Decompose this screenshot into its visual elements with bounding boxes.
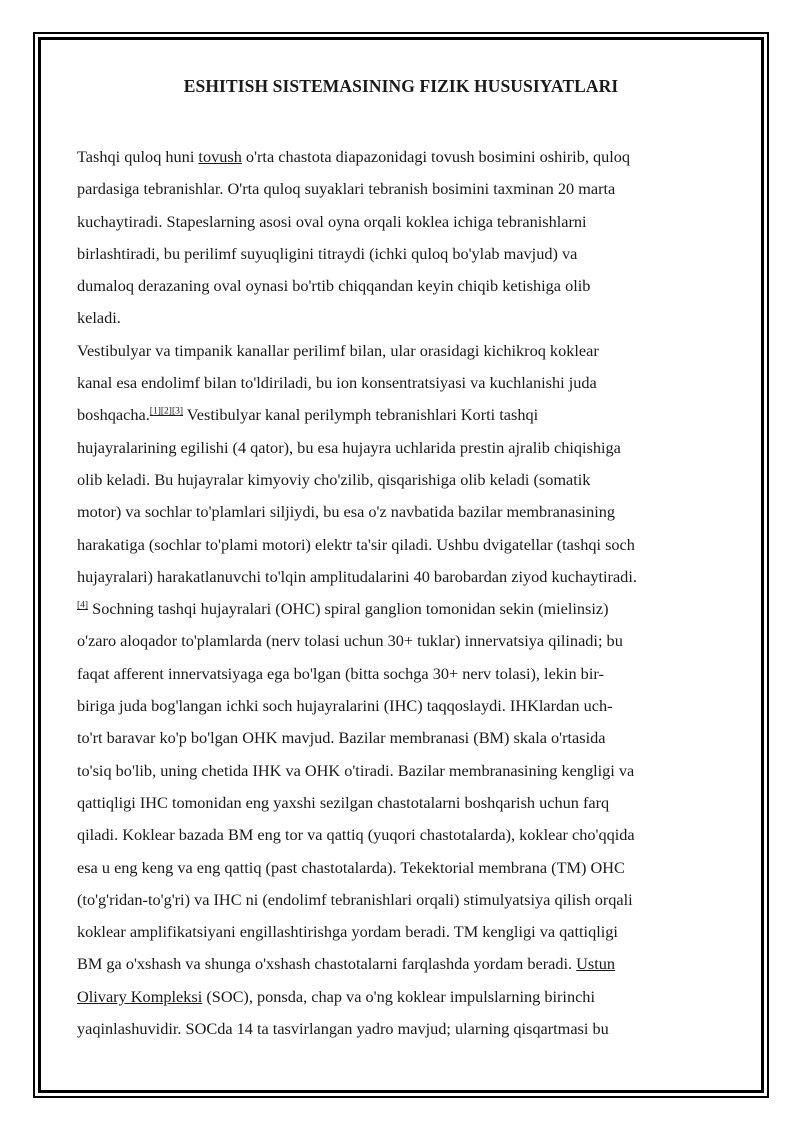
text-span: to'rt baravar ko'p bo'lgan OHK mavjud. Bazilar membranasi (BM) skala o'rtasida: [77, 728, 606, 748]
document-body: [77, 141, 725, 1045]
text-line: [77, 948, 725, 980]
text-span: olib keladi. Bu hujayralar kimyoviy cho'zilib, qisqarishiga olib keladi (somatik: [77, 469, 591, 489]
text-span: Sochning tashqi hujayralari (OHC) spiral ganglion tomonidan sekin (mielinsiz): [88, 599, 609, 619]
text-span: biriga juda bog'langan ichki soch hujayralarini (IHC) taqqoslaydi. IHKlardan uch-: [77, 696, 613, 716]
text-span: dumaloq derazaning oval oynasi bo'rtib chiqqandan keyin chiqib ketishiga olib: [77, 276, 591, 296]
hyperlink[interactable]: Ustun: [576, 954, 616, 974]
text-span: kuchaytiradi. Stapeslarning asosi oval oyna orqali koklea ichiga tebranishlarni: [77, 211, 587, 231]
text-span: Vestibulyar kanal perilymph tebranishlari Korti tashqi: [183, 405, 539, 425]
text-line: [77, 755, 725, 787]
text-line: [77, 367, 725, 399]
text-line: [77, 335, 725, 367]
text-line: [77, 787, 725, 819]
text-line: [77, 432, 725, 464]
text-span: boshqacha.: [77, 405, 150, 425]
text-line: [77, 141, 725, 173]
text-span: o'zaro aloqador to'plamlarda (nerv tolasi uchun 30+ tuklar) innervatsiya qilinadi; bu: [77, 631, 623, 651]
text-line: [77, 884, 725, 916]
text-span: birlashtiradi, bu perilimf suyuqligini titraydi (ichki quloq bo'ylab mavjud) va: [77, 243, 578, 263]
text-line: [77, 270, 725, 302]
text-line: [77, 464, 725, 496]
text-span: harakatiga (sochlar to'plami motori) elektr ta'sir qiladi. Ushbu dvigatellar (tashqi soch: [77, 534, 635, 554]
text-span: pardasiga tebranishlar. O'rta quloq suyaklari tebranish bosimini taxminan 20 marta: [77, 179, 616, 199]
text-span: motor) va sochlar to'plamlari siljiydi, bu esa o'z navbatida bazilar membranasining: [77, 502, 616, 522]
text-line: [77, 852, 725, 884]
hyperlink[interactable]: Olivary Kompleksi: [77, 986, 203, 1006]
text-span: keladi.: [77, 308, 121, 328]
text-line: [77, 496, 725, 528]
citation-link[interactable]: [1][2][3]: [149, 406, 184, 417]
text-line: [77, 238, 725, 270]
text-span: yaqinlashuvidir. SOCda 14 ta tasvirlangan yadro mavjud; ularning qisqartmasi bu: [77, 1019, 609, 1039]
citation-link[interactable]: [4]: [77, 600, 89, 611]
text-line: [77, 561, 725, 593]
text-line: [77, 1013, 725, 1045]
text-span: hujayralari) harakatlanuvchi to'lqin amplitudalarini 40 barobardan ziyod kuchaytiradi.: [77, 566, 637, 586]
text-span: esa u eng keng va eng qattiq (past chastotalarda). Tekektorial membrana (TM) OHC: [77, 857, 625, 877]
text-line: [77, 658, 725, 690]
hyperlink[interactable]: tovush: [198, 147, 242, 166]
text-line: [77, 981, 725, 1013]
text-line: [77, 690, 725, 722]
text-span: Tashqi quloq huni: [77, 147, 199, 166]
text-span: BM ga o'xshash va shunga o'xshash chastotalarni farqlashda yordam beradi.: [77, 954, 577, 974]
text-line: [77, 302, 725, 334]
text-line: [77, 206, 725, 238]
text-line: [77, 593, 725, 625]
text-span: faqat afferent innervatsiyaga ega bo'lgan (bitta sochga 30+ nerv tolasi), lekin bir-: [77, 663, 604, 683]
text-span: hujayralarining egilishi (4 qator), bu esa hujayra uchlarida prestin ajralib chiqishiga: [77, 437, 621, 457]
text-span: o'rta chastota diapazonidagi tovush bosimini oshirib, quloq: [241, 147, 631, 166]
text-span: (to'g'ridan-to'g'ri) va IHC ni (endolimf tebranishlari orqali) stimulyatsiya qilish orqali: [77, 889, 633, 909]
text-span: to'siq bo'lib, uning chetida IHK va OHK o'tiradi. Bazilar membranasining kengligi va: [77, 760, 635, 780]
text-span: koklear amplifikatsiyani engillashtirishga yordam beradi. TM kengligi va qattiqligi: [77, 922, 618, 942]
text-line: [77, 625, 725, 657]
text-span: Vestibulyar va timpanik kanallar perilimf bilan, ular orasidagi kichikroq koklear: [77, 340, 599, 360]
text-span: kanal esa endolimf bilan to'ldiriladi, bu ion konsentratsiyasi va kuchlanishi juda: [77, 373, 597, 393]
text-line: [77, 173, 725, 205]
text-span: qiladi. Koklear bazada BM eng tor va qattiq (yuqori chastotalarda), koklear cho'qqida: [77, 825, 635, 845]
text-span: (SOC), ponsda, chap va o'ng koklear impulslarning birinchi: [202, 986, 595, 1006]
document-title: ESHITISH SISTEMASINING FIZIK HUSUSIYATLARI: [183, 76, 619, 96]
text-line: [77, 722, 725, 754]
text-line: [77, 819, 725, 851]
text-line: [77, 916, 725, 948]
document-content: [77, 76, 725, 1045]
text-span: qattiqligi IHC tomonidan eng yaxshi sezilgan chastotalarni boshqarish uchun farq: [77, 792, 610, 812]
text-line: [77, 529, 725, 561]
text-line: [77, 399, 725, 431]
